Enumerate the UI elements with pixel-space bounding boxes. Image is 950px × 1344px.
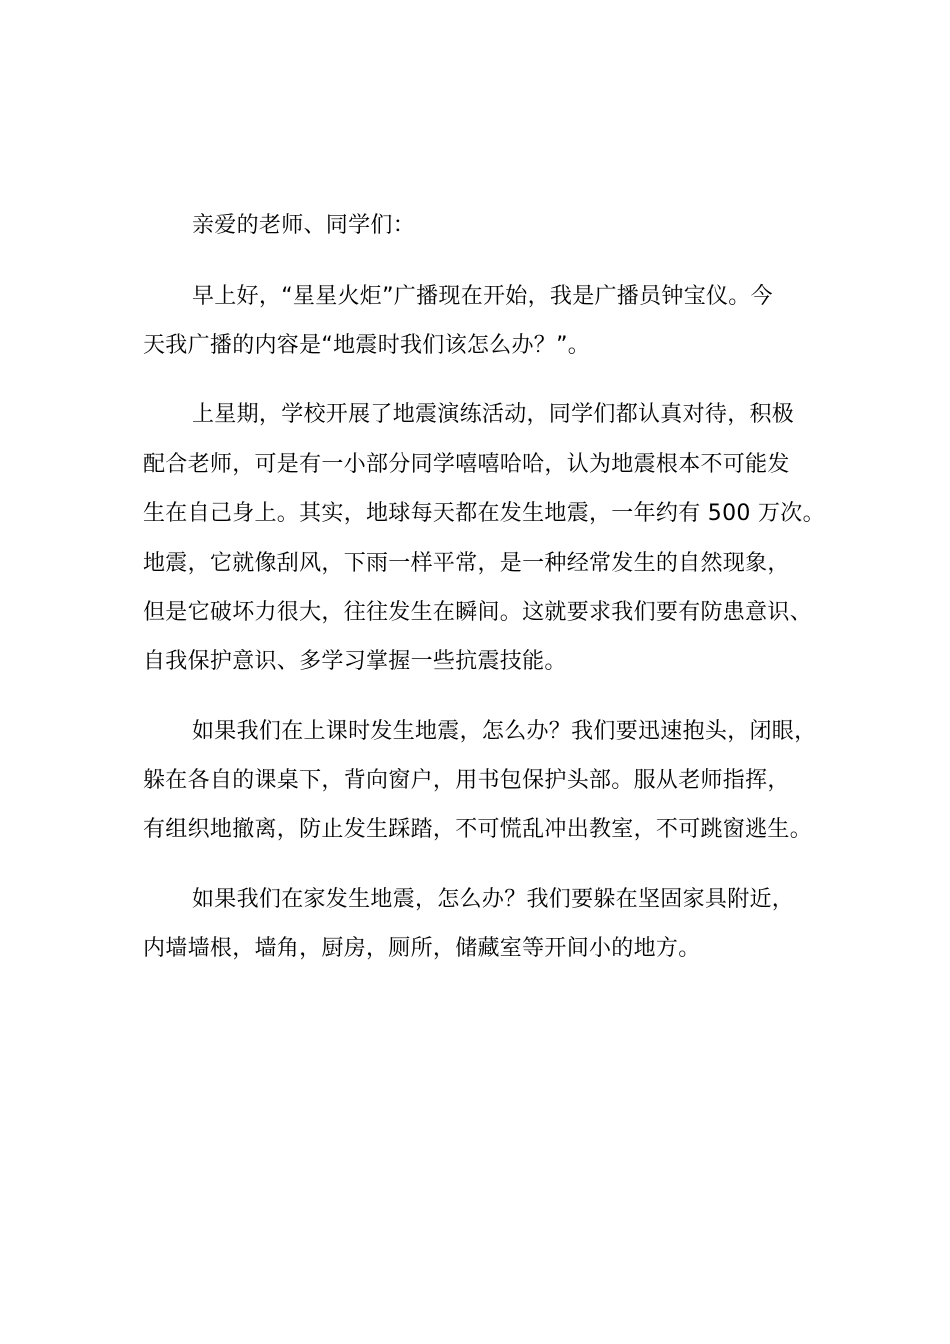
paragraph-line: 自我保护意识、多学习掌握一些抗震技能。 (143, 649, 567, 674)
paragraph-line: 早上好，“星星火炬”广播现在开始，我是广播员钟宝仪。今 (192, 284, 773, 309)
paragraph-line: 地震，它就像刮风，下雨一样平常，是一种经常发生的自然现象， (143, 551, 790, 576)
paragraph-line: 内墙墙根，墙角，厨房，厕所，储藏室等开间小的地方。 (143, 936, 701, 961)
paragraph-line: 生在自己身上。其实，地球每天都在发生地震，一年约有 500 万次。 (143, 501, 825, 526)
paragraph-line: 有组织地撤离，防止发生踩踏，不可慌乱冲出教室，不可跳窗逃生。 (143, 817, 813, 842)
paragraph-line: 配合老师，可是有一小部分同学嘻嘻哈哈，认为地震根本不可能发 (143, 452, 790, 477)
paragraph-line: 天我广播的内容是“地震时我们该怎么办？”。 (143, 333, 591, 358)
paragraph-line: 如果我们在家发生地震，怎么办？我们要躲在坚固家具附近， (192, 887, 795, 912)
paragraph-line: 躲在各自的课桌下，背向窗户，用书包保护头部。服从老师指挥， (143, 768, 790, 793)
paragraph-line: 但是它破坏力很大，往往发生在瞬间。这就要求我们要有防患意识、 (143, 600, 813, 625)
paragraph-line: 上星期，学校开展了地震演练活动，同学们都认真对待，积极 (192, 402, 795, 427)
paragraph-line: 如果我们在上课时发生地震，怎么办？我们要迅速抱头，闭眼， (192, 719, 817, 744)
greeting: 亲爱的老师、同学们： (192, 213, 416, 238)
